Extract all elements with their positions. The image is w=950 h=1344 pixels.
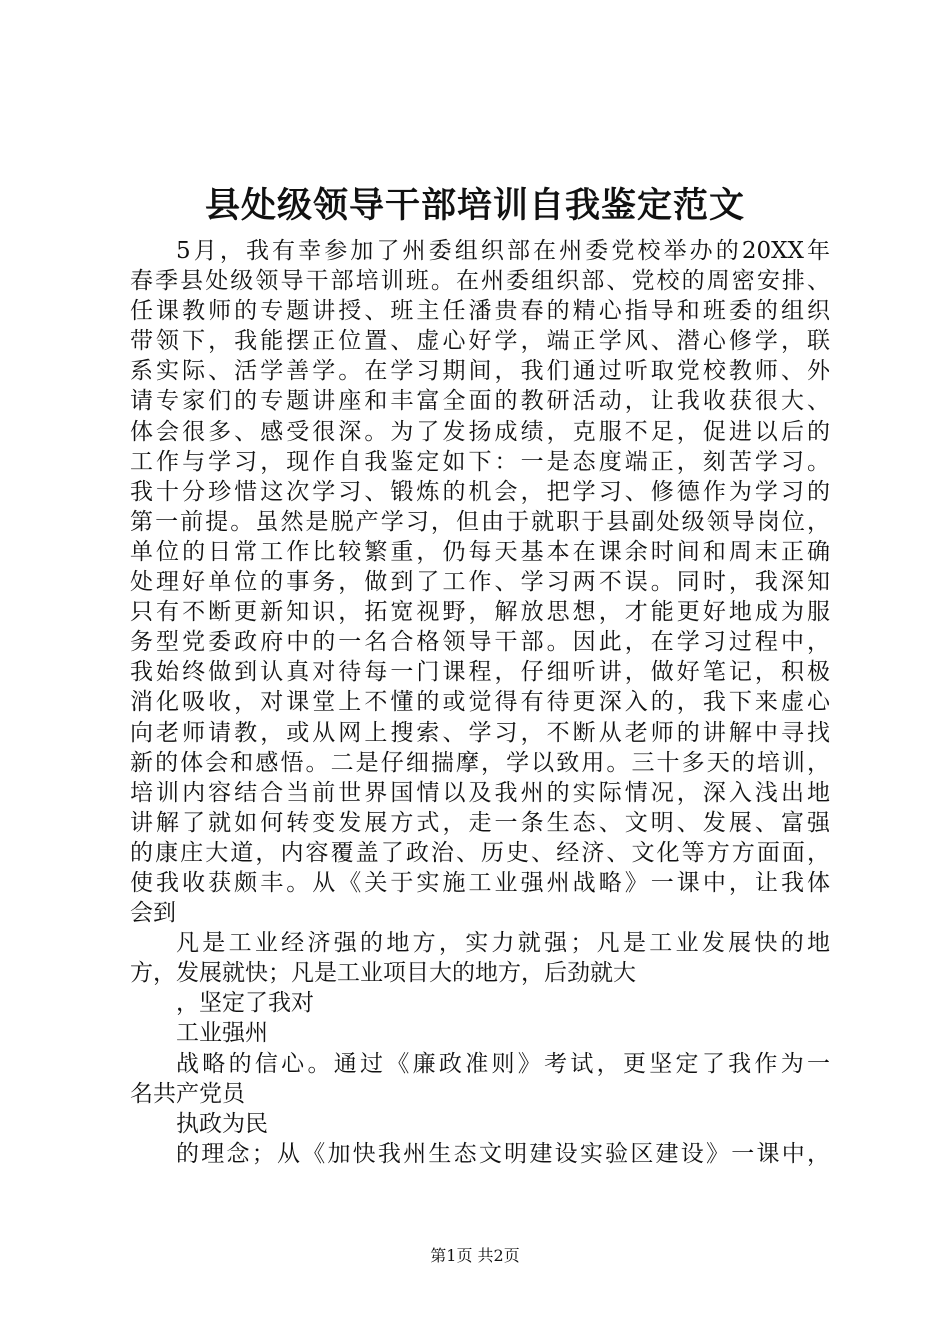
paragraph-line: 5月，我有幸参加了州委组织部在州委党校举办的20XX年 — [176, 238, 830, 264]
paragraph-line: 名共产党员 — [130, 1080, 245, 1107]
paragraph-line: 我始终做到认真对待每一门课程，仔细听讲，做好笔记，积极 — [130, 659, 830, 686]
paragraph-line: 的康庄大道，内容覆盖了政治、历史、经济、文化等方方面面， — [130, 839, 830, 866]
paragraph-line: 讲解了就如何转变发展方式，走一条生态、文明、发展、富强 — [130, 809, 830, 836]
paragraph-line: 任课教师的专题讲授、班主任潘贵春的精心指导和班委的组织 — [130, 298, 830, 325]
paragraph-line: 我十分珍惜这次学习、锻炼的机会，把学习、修德作为学习的 — [130, 478, 830, 505]
paragraph-line: 使我收获颇丰。从《关于实施工业强州战略》一课中，让我体 — [130, 869, 830, 896]
paragraph-line: 单位的日常工作比较繁重，仍每天基本在课余时间和周末正确 — [130, 538, 830, 565]
paragraph-line: 消化吸收，对课堂上不懂的或觉得有待更深入的，我下来虚心 — [130, 689, 830, 716]
page-footer: 第1页 共2页 — [430, 1246, 520, 1265]
paragraph-line: 工业强州 — [176, 1020, 268, 1047]
paragraph-line: 系实际、活学善学。在学习期间，我们通过听取党校教师、外 — [130, 358, 830, 385]
paragraph-line: 第一前提。虽然是脱产学习，但由于就职于县副处级领导岗位， — [130, 508, 830, 535]
paragraph-line: 工作与学习，现作自我鉴定如下：一是态度端正，刻苦学习。 — [130, 448, 830, 475]
paragraph-line: 带领下，我能摆正位置、虚心好学，端正学风、潜心修学，联 — [130, 328, 830, 355]
paragraph-line: 会到 — [130, 900, 176, 927]
paragraph-line: 执政为民 — [176, 1110, 268, 1137]
paragraph-line: 的理念；从《加快我州生态文明建设实验区建设》一课中， — [176, 1140, 830, 1167]
paragraph-line: 战略的信心。通过《廉政准则》考试，更坚定了我作为一 — [176, 1050, 830, 1077]
document-body — [130, 236, 830, 1169]
document-title: 县处级领导干部培训自我鉴定范文 — [204, 185, 745, 226]
paragraph-line: 培训内容结合当前世界国情以及我州的实际情况，深入浅出地 — [130, 779, 830, 806]
paragraph-line: 凡是工业经济强的地方，实力就强；凡是工业发展快的地 — [176, 930, 830, 957]
paragraph-line: 务型党委政府中的一名合格领导干部。因此，在学习过程中， — [130, 629, 830, 656]
paragraph-line: 处理好单位的事务，做到了工作、学习两不误。同时，我深知 — [130, 569, 830, 596]
paragraph-line: 只有不断更新知识，拓宽视野，解放思想，才能更好地成为服 — [130, 599, 830, 626]
paragraph-line: 方，发展就快；凡是工业项目大的地方，后劲就大 — [130, 960, 636, 987]
paragraph-line: 请专家们的专题讲座和丰富全面的教研活动，让我收获很大、 — [130, 388, 830, 415]
paragraph-line: 向老师请教，或从网上搜索、学习，不断从老师的讲解中寻找 — [130, 719, 830, 746]
paragraph-line: 新的体会和感悟。二是仔细揣摩，学以致用。三十多天的培训， — [130, 749, 830, 776]
paragraph-line: 春季县处级领导干部培训班。在州委组织部、党校的周密安排、 — [130, 268, 830, 295]
paragraph-line: ，坚定了我对 — [176, 990, 314, 1017]
paragraph-line: 体会很多、感受很深。为了发扬成绩，克服不足，促进以后的 — [130, 418, 830, 445]
